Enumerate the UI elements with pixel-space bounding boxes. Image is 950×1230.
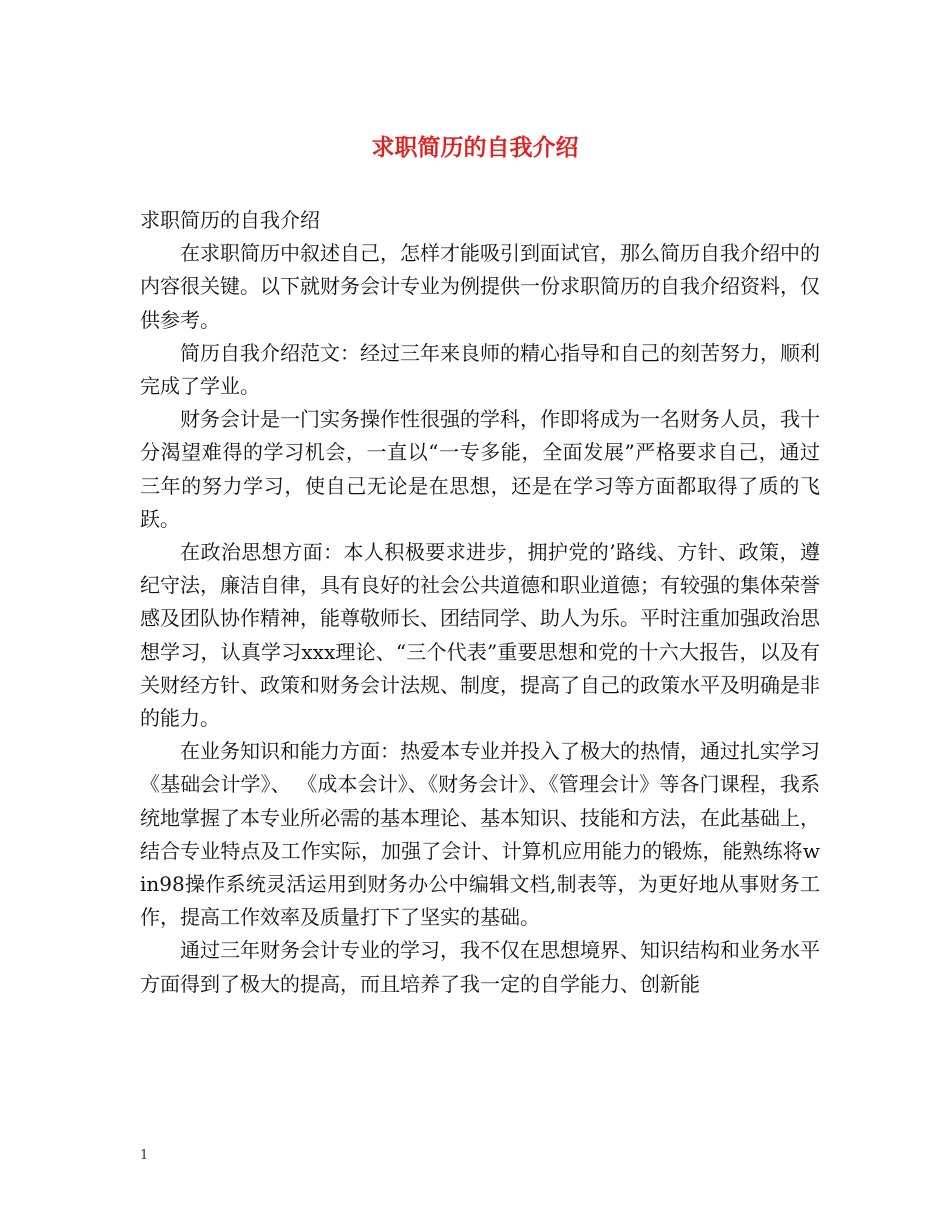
paragraph-intro: 在求职简历中叙述自己，怎样才能吸引到面试官，那么简历自我介绍中的内容很关键。以下就财务会计专业为例提供一份求职简历的自我介绍资料，仅供参考。 xyxy=(140,241,820,332)
paragraph-sample: 简历自我介绍范文：经过三年来良师的精心指导和自己的刻苦努力，顺利完成了学业。 xyxy=(140,340,820,399)
page-number: 1 xyxy=(140,1148,149,1163)
paragraph-major: 财务会计是一门实务操作性很强的学科，作即将成为一名财务人员，我十分渴望难得的学习机会，一直以“一专多能，全面发展”严格要求自己，通过三年的努力学习，使自己无论是在思想，还是在学习等方面都取得了质的飞跃。 xyxy=(140,407,820,531)
paragraph-skills: 在业务知识和能力方面：热爱本专业并投入了极大的热情，通过扎实学习《基础会计学》、 《成本会计》、《财务会计》、《管理会计》等各门课程，我系统地掌握了本专业所必需的基本理论、基本知识、技能和方法，在此基础上，结合专业特点及工作实际，加强了会计、计算机应用能力的锻炼，能熟练将win98操作系统灵活运用到财务办公中编辑文档,制表等，为更好地从事财务工作，提高工作效率及质量打下了坚实的基础。 xyxy=(140,739,820,930)
document-title: 求职简历的自我介绍 xyxy=(371,134,579,161)
paragraph-heading: 求职简历的自我介绍 xyxy=(140,208,320,232)
paragraph-summary: 通过三年财务会计专业的学习，我不仅在思想境界、知识结构和业务水平方面得到了极大的提高，而且培养了我一定的自学能力、创新能 xyxy=(140,938,820,996)
paragraph-political: 在政治思想方面：本人积极要求进步，拥护党的’路线、方针、政策，遵纪守法，廉洁自律，具有良好的社会公共道德和职业道德；有较强的集体荣誉感及团队协作精神，能尊敬师长、团结同学、助人为乐。平时注重加强政治思想学习，认真学习xxx理论、“三个代表”重要思想和党的十六大报告，以及有关财经方针、政策和财务会计法规、制度，提高了自己的政策水平及明确是非的能力。 xyxy=(140,540,820,731)
document-body xyxy=(140,204,820,1001)
